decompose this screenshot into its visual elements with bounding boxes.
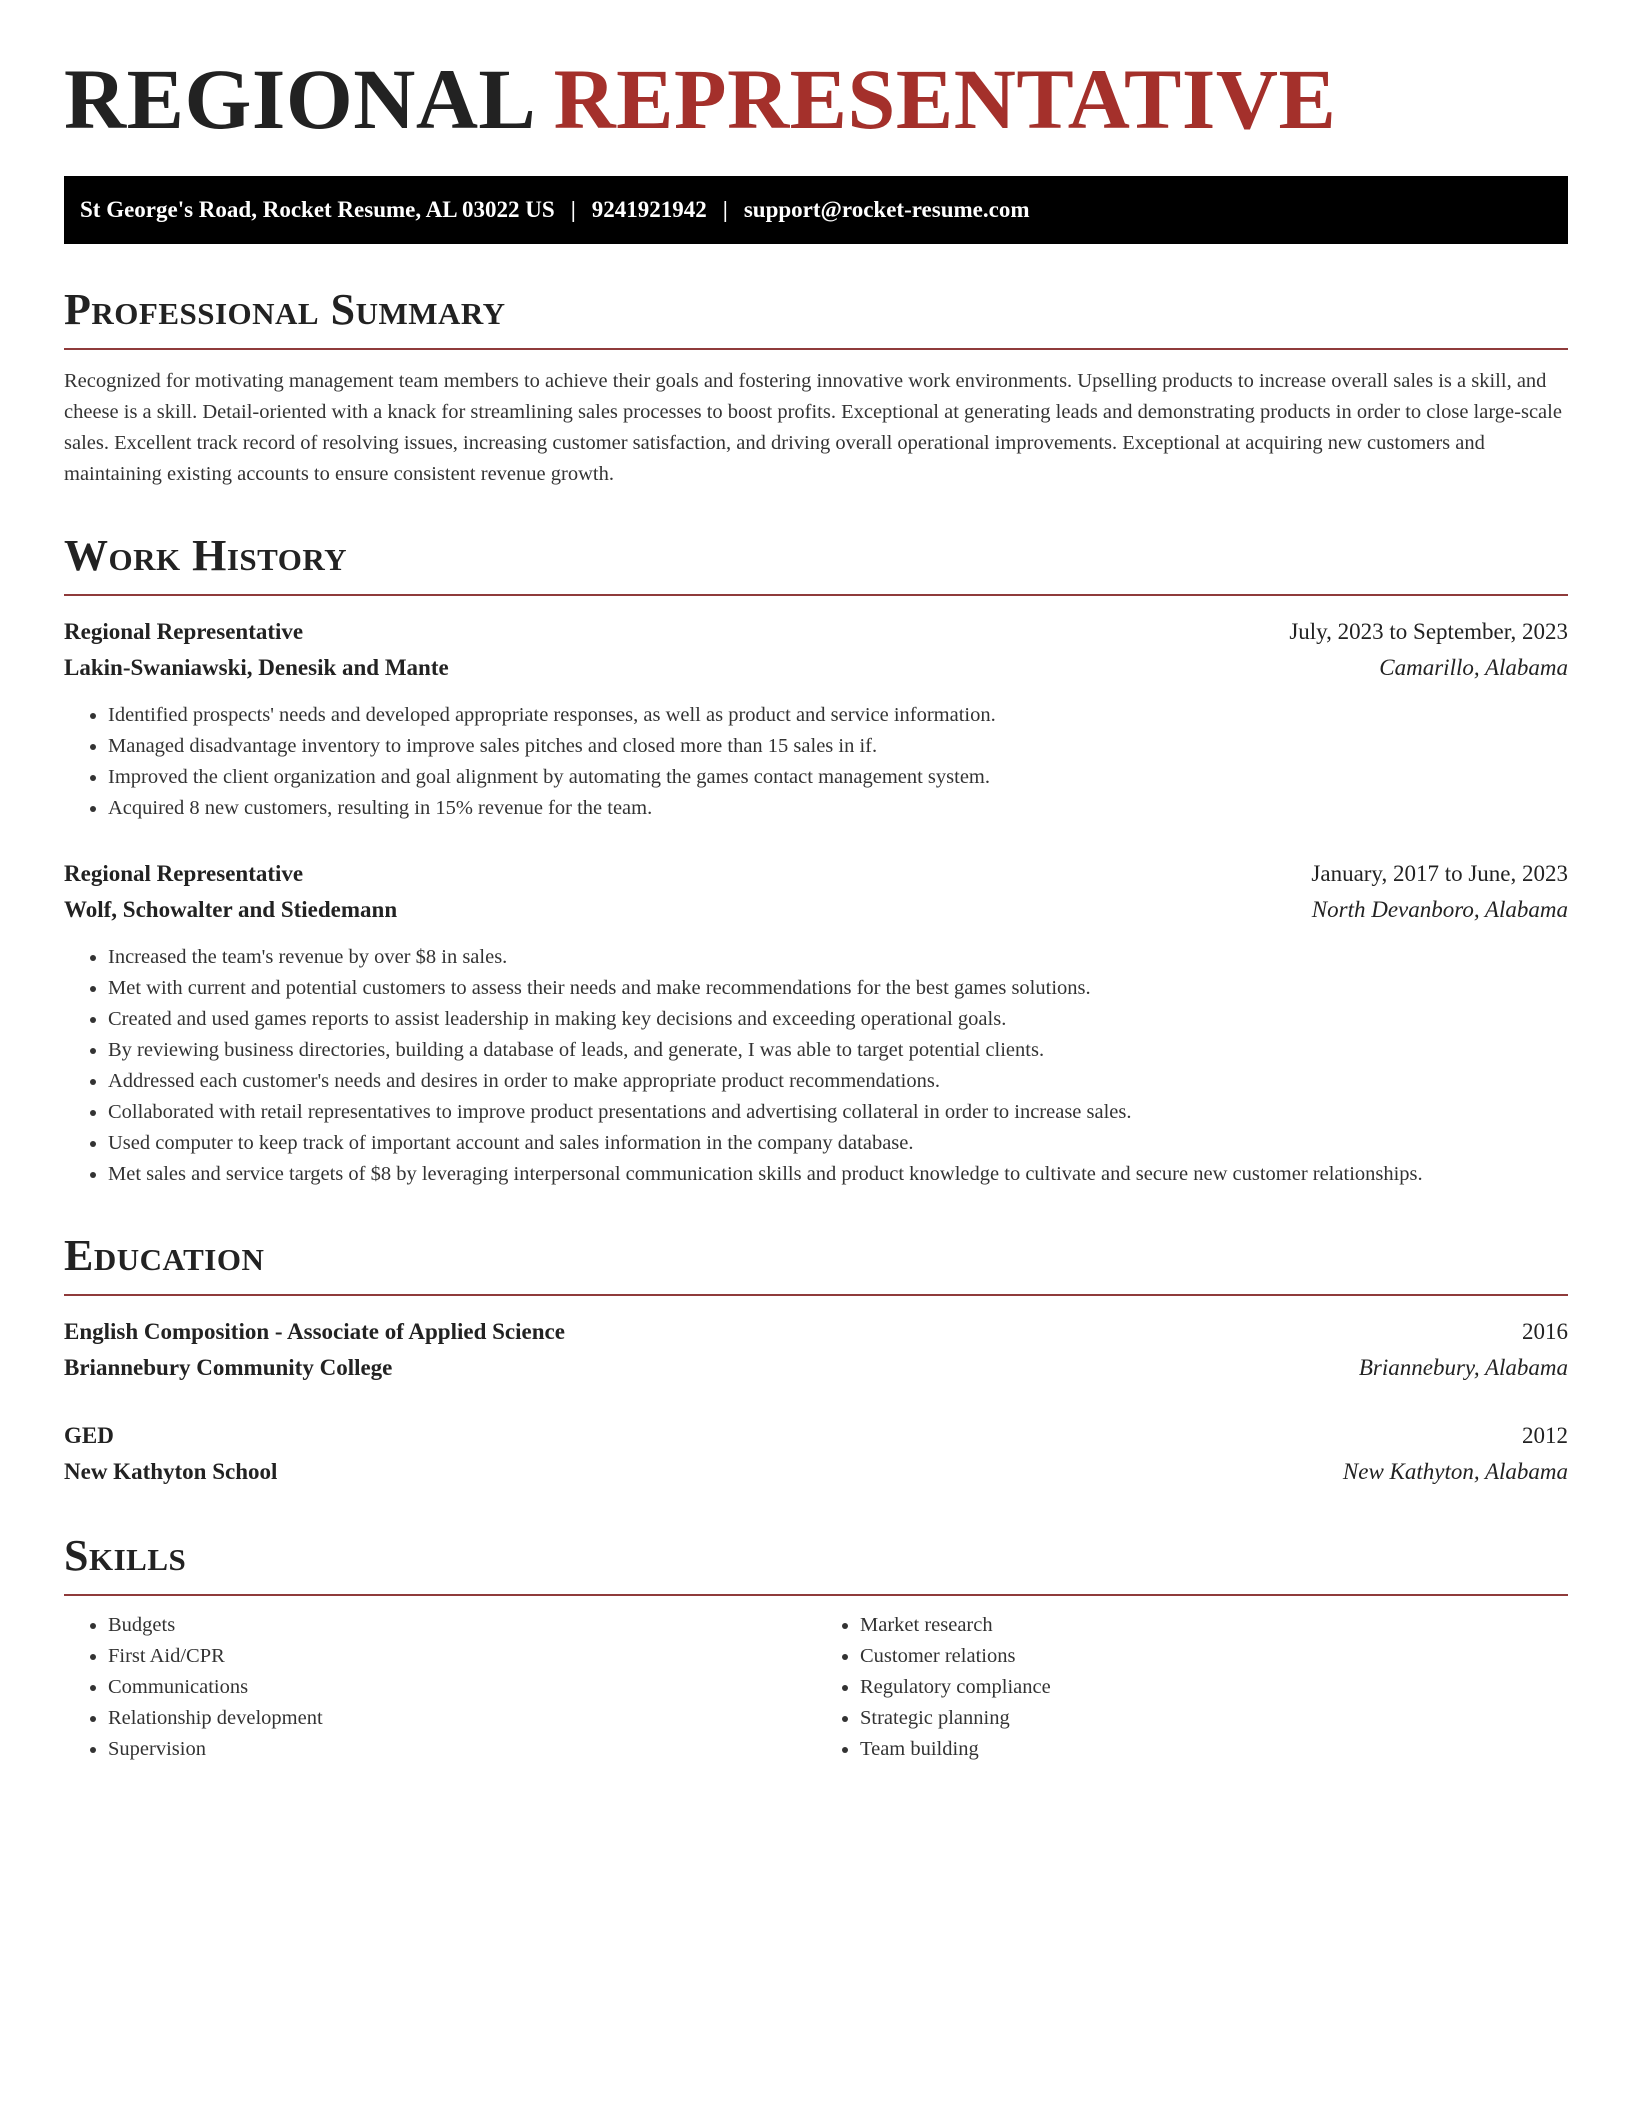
education-entry [64,1418,1568,1490]
job-bullet: • Met with current and potential customers to assess their needs and make recommendations for the best games solutions. [108,973,1568,1004]
job-title: Regional Representative [64,619,304,644]
job-entry [64,614,1568,824]
education-school-row [64,1350,1568,1386]
skills-columns [64,1610,1568,1765]
job-company-row [64,650,1568,686]
education-heading: Education [64,1234,1568,1296]
resume-title [64,51,1568,147]
education-degree: English Composition - Associate of Applied Science [64,1319,565,1344]
education-degree-row [64,1314,1568,1350]
job-header-row [64,614,1568,650]
skills-heading: Skills [64,1534,1568,1596]
education-year: 2012 [1522,1423,1568,1448]
job-bullet: • Created and used games reports to assist leadership in making key decisions and exceeding operational goals. [108,1004,1568,1035]
job-bullet: • Used computer to keep track of important account and sales information in the company database. [108,1128,1568,1159]
education-location: Briannebury, Alabama [1358,1355,1568,1380]
skill-item: • Strategic planning [860,1703,1568,1734]
contact-address: St George's Road, Rocket Resume, AL 03022 US [80,197,555,222]
job-bullet: • Increased the team's revenue by over $8 in sales. [108,942,1568,973]
job-company: Wolf, Schowalter and Stiedemann [64,897,398,922]
education-school: New Kathyton School [64,1459,278,1484]
job-header-row [64,856,1568,892]
contact-email: support@rocket-resume.com [743,197,1030,222]
job-bullet: • Addressed each customer's needs and desires in order to make appropriate product recommendations. [108,1066,1568,1097]
job-dates: January, 2017 to June, 2023 [1311,861,1568,886]
skill-item: • Budgets [108,1610,816,1641]
skill-item: • Regulatory compliance [860,1672,1568,1703]
skill-item: • Supervision [108,1734,816,1765]
job-dates: July, 2023 to September, 2023 [1289,619,1568,644]
skill-item: • Communications [108,1672,816,1703]
job-bullets [64,942,1568,1190]
skill-item: • Customer relations [860,1641,1568,1672]
job-bullet: • By reviewing business directories, building a database of leads, and generate, I was able to target potential clients. [108,1035,1568,1066]
job-bullet: • Collaborated with retail representatives to improve product presentations and advertising collateral in order to increase sales. [108,1097,1568,1128]
job-bullet: • Managed disadvantage inventory to improve sales pitches and closed more than 15 sales in if. [108,731,1568,762]
job-bullets [64,700,1568,824]
skill-item: • First Aid/CPR [108,1641,816,1672]
job-bullet: • Identified prospects' needs and developed appropriate responses, as well as product and service information. [108,700,1568,731]
job-bullet: • Met sales and service targets of $8 by leveraging interpersonal communication skills and product knowledge to cultivate and secure new customer relationships. [108,1159,1568,1190]
job-entry [64,856,1568,1190]
summary-text: Recognized for motivating management team members to achieve their goals and fostering innovative work environments. Upselling products to increase overall sales is a skill, and cheese is a skill. Detail-oriented with a knack for streamlining sales processes to boost profits. Exceptional at generating leads and demonstrating products in order to close large-scale sales. Excellent track record of resolving issues, increasing customer satisfaction, and driving overall operational improvements. Exceptional at acquiring new customers and maintaining existing accounts to ensure consistent revenue growth. [64,370,1562,485]
education-degree: GED [64,1423,114,1448]
education-year: 2016 [1522,1319,1568,1344]
job-title: Regional Representative [64,861,304,886]
skills-list-right [816,1610,1568,1765]
education-degree-row [64,1418,1568,1454]
summary-heading: Professional Summary [64,288,1568,350]
job-company-row [64,892,1568,928]
job-location: Camarillo, Alabama [1379,655,1568,680]
education-school-row [64,1454,1568,1490]
job-location: North Devanboro, Alabama [1311,897,1568,922]
skills-list-left [64,1610,816,1765]
title-second-word: REPRESENTATIVE [553,51,1337,147]
work-history-heading: Work History [64,534,1568,596]
contact-phone: 9241921942 [591,197,707,222]
job-bullet: • Acquired 8 new customers, resulting in 15% revenue for the team. [108,793,1568,824]
skill-item: • Relationship development [108,1703,816,1734]
education-location: New Kathyton, Alabama [1342,1459,1568,1484]
job-bullet: • Improved the client organization and goal alignment by automating the games contact management system. [108,762,1568,793]
job-company: Lakin-Swaniawski, Denesik and Mante [64,655,449,680]
contact-bar [64,176,1568,244]
contact-separator: | [722,197,728,222]
title-first-word: REGIONAL [64,51,532,147]
education-entry [64,1314,1568,1386]
education-school: Briannebury Community College [64,1355,393,1380]
skill-item: • Market research [860,1610,1568,1641]
skill-item: • Team building [860,1734,1568,1765]
contact-separator: | [570,197,576,222]
